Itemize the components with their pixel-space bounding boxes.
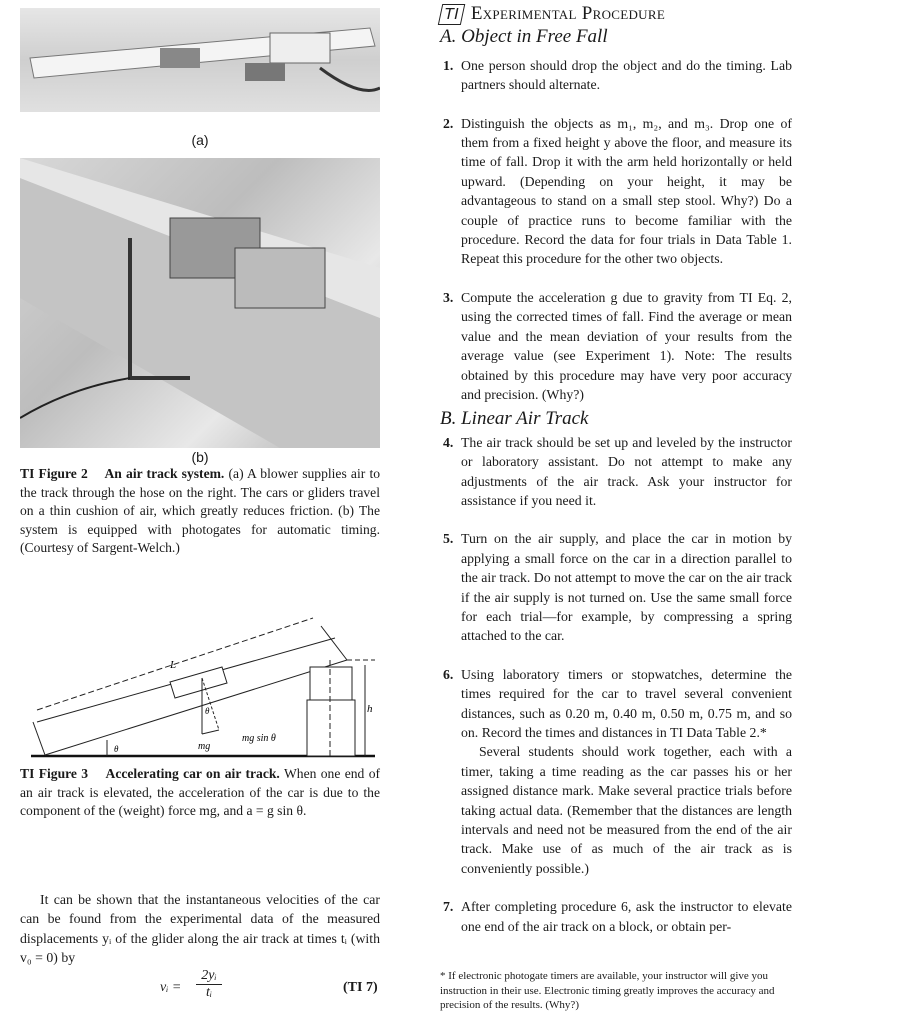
equation-tag: (TI 7) bbox=[343, 980, 378, 995]
equation-denominator: tᵢ bbox=[205, 985, 213, 1000]
figure-2b-label: (b) bbox=[191, 449, 209, 465]
section-a-heading: A. Object in Free Fall bbox=[440, 26, 608, 48]
ti-badge: TI bbox=[438, 4, 465, 25]
procedure-step: 1. One person should drop the object and do the timing. Lab partners should alternate. bbox=[443, 57, 792, 93]
label-h: h bbox=[367, 703, 373, 715]
figure-3-caption bbox=[20, 765, 380, 821]
procedure-column bbox=[440, 4, 792, 936]
inclined-air-track-diagram bbox=[25, 610, 380, 770]
procedure-title: Experimental Procedure bbox=[470, 3, 666, 24]
body-paragraph: It can be shown that the instantaneous velocities of the car can be found from the experimental data of the measured displacements yᵢ of the glider along the air track at times tᵢ (with v₀ = 0) by bbox=[20, 892, 380, 966]
photogate-illustration-b bbox=[20, 158, 380, 448]
figure-2a-label: (a) bbox=[191, 132, 209, 148]
procedure-step: 7. After completing procedure 6, ask the instructor to elevate one end of the air track on a block, or obtain per- bbox=[443, 899, 792, 934]
air-track-illustration-a bbox=[20, 8, 380, 112]
equation-numerator: 2yᵢ bbox=[196, 968, 222, 985]
section-b-heading: B. Linear Air Track bbox=[440, 408, 589, 430]
procedure-step: 2. Distinguish the objects as m₁, m₂, and m₃. Drop one of them from a fixed height y above the floor, and measure its time of fall. Drop it with the arm held horizontally or held upward. (Depending on your height, it may be advantageous to stand on a small step stool. Why?) Do a couple of practice runs to become familiar with the procedure. Record the data for four trials in Data Table 1. Repeat this procedure for the other two objects. bbox=[443, 115, 792, 267]
caption-title: TI Figure 2 bbox=[20, 466, 88, 481]
caption-text: When one end of an air track is elevated, the acceleration of the car is due to the component of the (weight) force mg, and a = g sin θ. bbox=[20, 766, 381, 818]
procedure-heading bbox=[440, 4, 792, 25]
equation-lhs: vᵢ = bbox=[160, 980, 182, 995]
procedure-step: 3. Compute the acceleration g due to gravity from TI Eq. 2, using the corrected times of fall. Find the average or mean value and the mean deviation of your results from the average value (see Experiment 1). Note: The results obtained by this procedure may have very poor accuracy and precision. (Why?) bbox=[443, 289, 792, 402]
footnote: * If electronic photogate timers are available, your instructor will give you instruction in their use. Electronic timing greatly improves the accuracy and precision of the results. (Why?) bbox=[440, 970, 775, 1011]
label-mg: mg bbox=[198, 741, 211, 752]
air-track-photo-b bbox=[20, 158, 380, 448]
label-L: L bbox=[170, 659, 177, 671]
procedure-step: 5. Turn on the air supply, and place the car in motion by applying a small force on the car in a direction parallel to the air track. Do not attempt to move the car on the air track if the air supply is not turned on. Use the same small force for each trial—for example, by compressing a spring attached to the car. bbox=[443, 531, 792, 644]
label-mg-sin-theta: mg sin θ bbox=[242, 733, 276, 744]
figure-2-caption bbox=[20, 465, 380, 558]
label-theta-car: θ bbox=[205, 706, 210, 716]
air-track-photo-a bbox=[20, 8, 380, 112]
label-theta-base: θ bbox=[114, 744, 119, 754]
caption-text: (a) A blower supplies air to the track through the hose on the right. The cars or gliders travel on a thin cushion of air, which greatly reduces friction. (b) The system is equipped with photogates for automatic timing. (Courtesy of Sargent-Welch.) bbox=[20, 466, 381, 555]
caption-bold: Accelerating car on air track. bbox=[105, 766, 280, 781]
procedure-step: 4. The air track should be set up and leveled by the instructor or laboratory assistant. Do not attempt to make any adjustments of the air track. Ask your instructor for assistance if you need it. bbox=[443, 434, 792, 508]
caption-title: TI Figure 3 bbox=[20, 766, 89, 781]
procedure-step: 6. Using laboratory timers or stopwatches, determine the times required for the car to travel several convenient distances, such as 0.20 m, 0.40 m, 0.50 m, 0.75 m, and so on. Record the times and distances in TI Data Table 2.* bbox=[443, 666, 792, 740]
caption-bold: An air track system. bbox=[104, 466, 225, 481]
procedure-step-continued: Several students should work together, each with a timer, taking a time reading as the car passes his or her assigned distance mark. Make several practice trials before taking actual data. (Remember that the distances are length intervals and need not be measured from the end of the air track. Make use of as much of the air track as is conveniently possible.) bbox=[461, 744, 792, 876]
